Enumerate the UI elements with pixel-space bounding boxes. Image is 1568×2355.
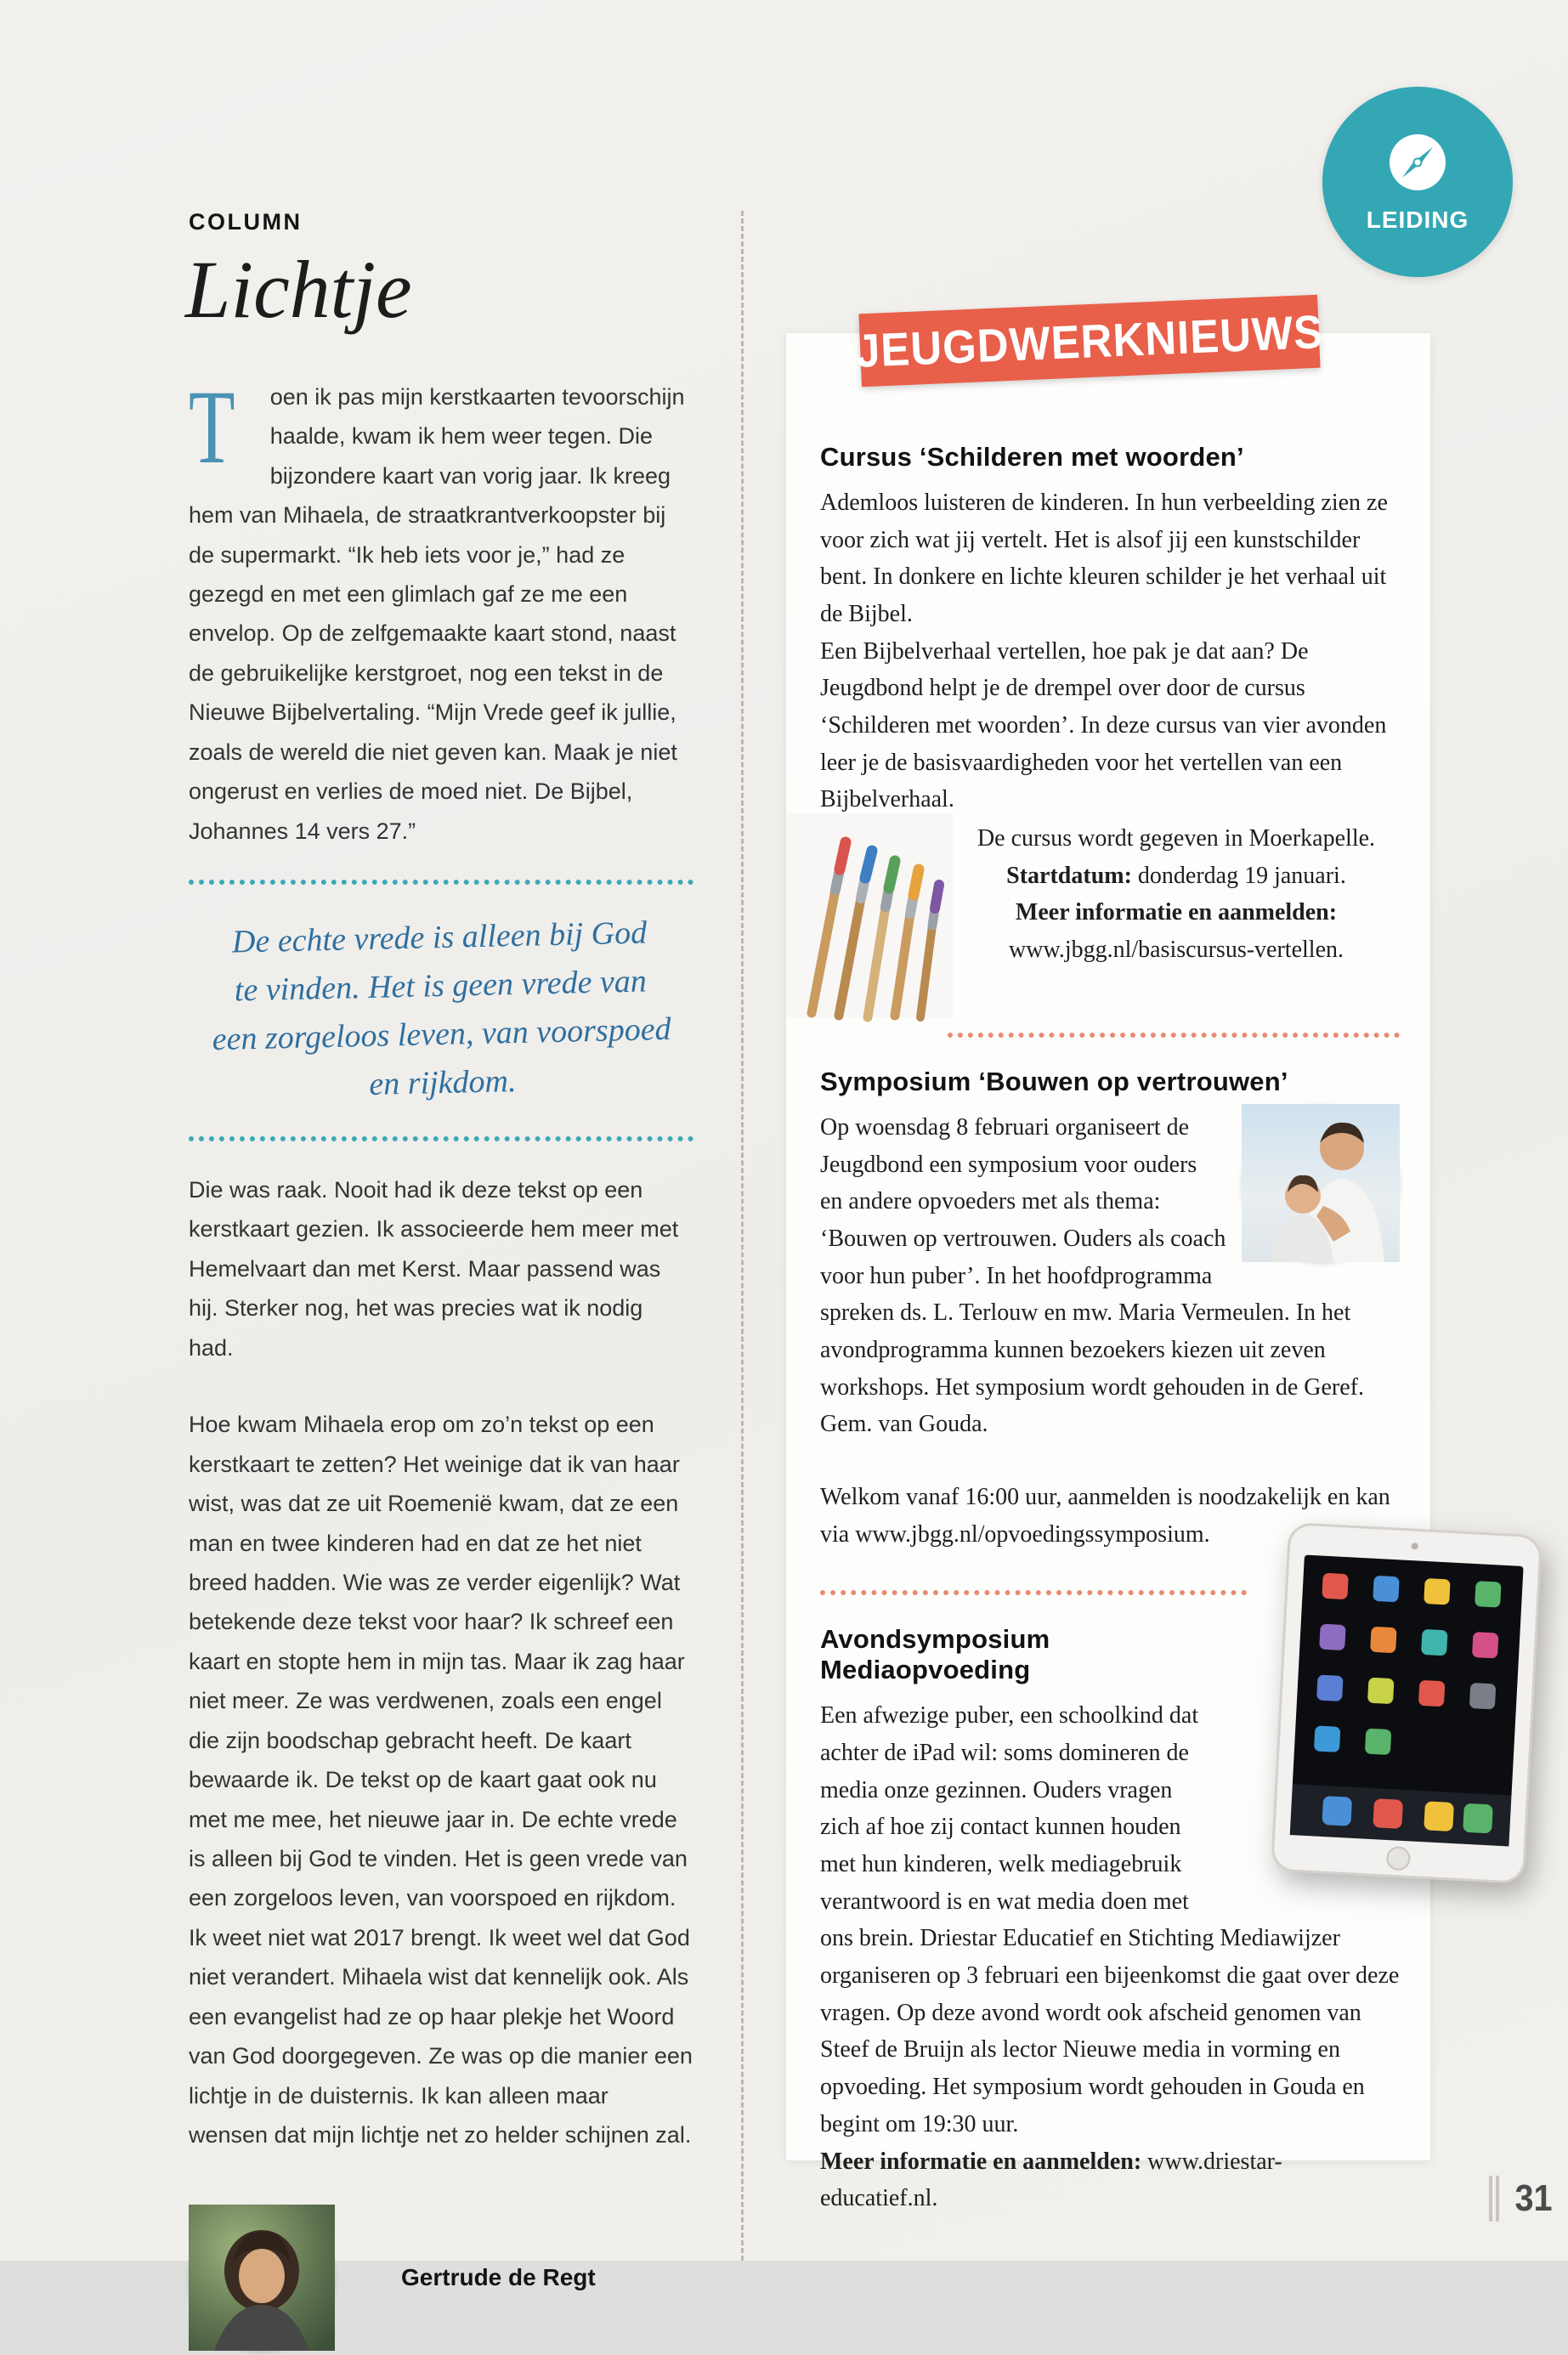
symposium-heading: Symposium ‘Bouwen op vertrouwen’ (820, 1067, 1288, 1097)
paintbrushes-image (786, 813, 953, 1017)
author-block (189, 2205, 693, 2351)
quote-line: te vinden. Het is geen vrede van (234, 963, 648, 1009)
page-number: 31 (1514, 2177, 1553, 2219)
column-intro (189, 368, 693, 851)
symposium-photo (1242, 1104, 1400, 1262)
badge-label: LEIDING (1366, 206, 1469, 233)
author-photo (189, 2205, 335, 2351)
cursus-details (953, 818, 1400, 969)
ipad-image (1270, 1521, 1543, 1884)
symposium-paragraph: Op woensdag 8 februari organiseert de Jeugdbond een symposium voor ouders en andere opvoeders met als thema: ‘Bouwen op vertrouwen. Ouders als coach voor hun puber’. In het hoofdprogramma spreken ds. L. Terlouw en mw. Maria Vermeulen. In het avondprogramma kunnen bezoekers kiezen uit zeven workshops. Het symposium wordt gehouden in de Geref. Gem. van Gouda. (820, 1114, 1365, 1438)
column-paragraph: Die was raak. Nooit had ik deze tekst op een kerstkaart gezien. Ik associeerde hem meer met Hemelvaart dan met Kerst. Maar passend was hij. Sterker nog, het was precies wat ik nodig had. (189, 1177, 679, 1361)
cursus-paragraph: Ademloos luisteren de kinderen. In hun verbeelding zien ze voor zich wat jij vertelt. Het is alsof jij een kunstschilder bent. In donkere en lichte kleuren schilder je het verhaal uit de Bijbel. (820, 490, 1388, 628)
avond-heading: Avondsymposium Mediaopvoeding (820, 1624, 1050, 1685)
leiding-badge (1322, 87, 1513, 277)
cursus-info-row (820, 818, 1400, 1017)
author-name: Gertrude de Regt (401, 2263, 596, 2290)
compass-icon (1386, 131, 1449, 198)
banner-title: JEUGDWERKNIEUWS (854, 304, 1325, 377)
avond-info-label: Meer informatie en aanmelden: (820, 2148, 1142, 2175)
page-number-block (1489, 2176, 1554, 2222)
startdate-label: Startdatum: (1006, 862, 1132, 889)
column-title: Lichtje (185, 244, 412, 335)
column-article (185, 209, 693, 2351)
quote-line: een zorgeloos leven, van voorspoed (212, 1010, 672, 1058)
cursus-heading: Cursus ‘Schilderen met woorden’ (820, 442, 1244, 472)
dotted-separator-bottom (189, 1136, 693, 1141)
cursus-info-url: www.jbgg.nl/basiscursus-vertellen. (1009, 937, 1344, 964)
column-kicker: COLUMN (189, 209, 303, 235)
dropcap-letter: T (189, 368, 235, 485)
page-number-rule (1489, 2176, 1499, 2222)
handwritten-quote (186, 908, 695, 1112)
dotted-separator (820, 1590, 1247, 1595)
cursus-location: De cursus wordt gegeven in Moerkapelle. (976, 825, 1376, 852)
dotted-separator-top (189, 880, 693, 885)
quote-line: en rijkdom. (368, 1063, 517, 1102)
news-box (786, 333, 1430, 2212)
startdate-value: donderdag 19 januari. (1131, 862, 1346, 889)
cursus-info-label: Meer informatie en aanmelden: (1015, 899, 1338, 926)
cursus-paragraph: Een Bijbelverhaal vertellen, hoe pak je dat aan? De Jeugdbond helpt je de drempel over door de cursus ‘Schilderen met woorden’. In deze cursus van vier avonden leer je de basisvaardigheden voor het vertellen van een Bijbelverhaal. (820, 637, 1387, 813)
avond-info-url: www.driestar-educatief.nl. (820, 2148, 1282, 2212)
dotted-separator (948, 1033, 1400, 1038)
column-divider (741, 211, 744, 2261)
cursus-startdate (953, 858, 1400, 895)
avond-paragraph: Een afwezige puber, een schoolkind dat achter de iPad wil: soms domineren de media onze gezinnen. Ouders vragen zich af hoe zij contact kunnen houden met hun kinderen, welk mediagebruik verantwoord is en wat media doen met ons brein. Driestar Educatief en Stichting Mediawijzer organiseren op 3 februari een bijeenkomst die gaat over deze vragen. Op deze avond wordt ook afscheid genomen van Steef de Bruijn als lector Nieuwe media in vorming en opvoeding. Het symposium wordt gehouden in Gouda en begint om 19:30 uur. (820, 1702, 1400, 2137)
column-paragraph: Hoe kwam Mihaela erop om zo’n tekst op een kerstkaart te zetten? Het weinige dat ik van haar wist, was dat ze uit Roemenië kwam, dat ze een man en twee kinderen had en dat ze het niet breed hadden. Wie was ze verder eigenlijk? Wat betekende deze tekst voor haar? Ik schreef een kaart en stopte hem in mijn tas. Maar ik zag haar niet meer. Ze was verdwenen, zoals een engel die zijn boodschap gebracht heeft. De kaart bewaarde ik. De tekst op de kaart gaat ook nu met me mee, het nieuwe jaar in. De echte vrede is alleen bij God te vinden. Het is geen vrede van een zorgeloos leven, van voorspoed en rijkdom. Ik weet niet wat 2017 brengt. Ik weet wel dat God niet verandert. Mihaela wist dat kennelijk ook. Als een evangelist had ze op haar plekje het Woord van God doorgegeven. Ze was op die manier een lichtje in de duisternis. Ik kan alleen maar wensen dat mijn lichtje net zo helder schijnen zal. (189, 1412, 693, 2148)
quote-line: De echte vrede is alleen bij God (231, 914, 648, 960)
column-intro-text: oen ik pas mijn kerstkaarten tevoorschijn haalde, kwam ik hem weer tegen. Die bijzondere kaart van vorig jaar. Ik kreeg hem van Mihaela, de straatkrantverkoopster bij de supermarkt. “Ik heb iets voor je,” had ze gezegd en met een glimlach gaf ze me een envelop. Op de zelfgemaakte kaart stond, naast de gebruikelijke kerstgroet, nog een tekst in de Nieuwe Bijbelvertaling. “Mijn Vrede geef ik jullie, zoals de wereld die niet geven kan. Maak je niet ongerust en verlies de moed niet. De Bijbel, Johannes 14 vers 27.” (189, 383, 685, 844)
avond-info (820, 2143, 1400, 2217)
symposium-welkom: Welkom vanaf 16:00 uur, aanmelden is noodzakelijk en kan via www.jbgg.nl/opvoedingssymposium. (820, 1484, 1390, 1548)
